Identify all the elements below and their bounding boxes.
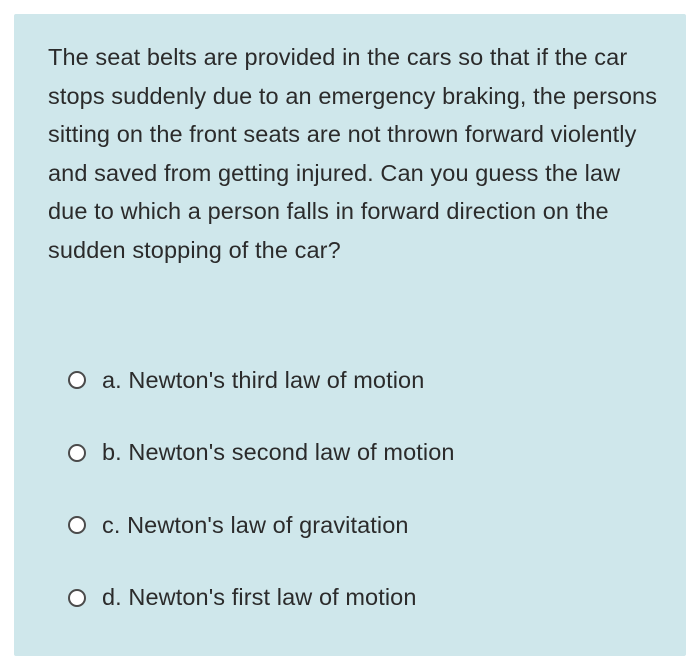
radio-button-icon[interactable] [68, 516, 86, 534]
option-label[interactable]: a. Newton's third law of motion [102, 366, 425, 393]
radio-button-icon[interactable] [68, 589, 86, 607]
option-d[interactable] [68, 562, 668, 635]
option-label[interactable]: c. Newton's law of gravitation [102, 511, 409, 538]
question-text: The seat belts are provided in the cars so that if the car stops suddenly due to an emergency braking, the persons sitting on the front seats are not thrown forward violently and saved from getting injured. Can you guess the law due to which a person falls in forward direction on the sudden stopping of the car? [48, 44, 658, 263]
option-a[interactable] [68, 344, 668, 417]
option-b[interactable] [68, 417, 668, 490]
option-c[interactable] [68, 489, 668, 562]
option-label[interactable]: b. Newton's second law of motion [102, 439, 455, 466]
question-card [14, 14, 686, 656]
option-label[interactable]: d. Newton's first law of motion [102, 584, 417, 611]
radio-button-icon[interactable] [68, 444, 86, 462]
answer-options [68, 344, 668, 634]
radio-button-icon[interactable] [68, 371, 86, 389]
